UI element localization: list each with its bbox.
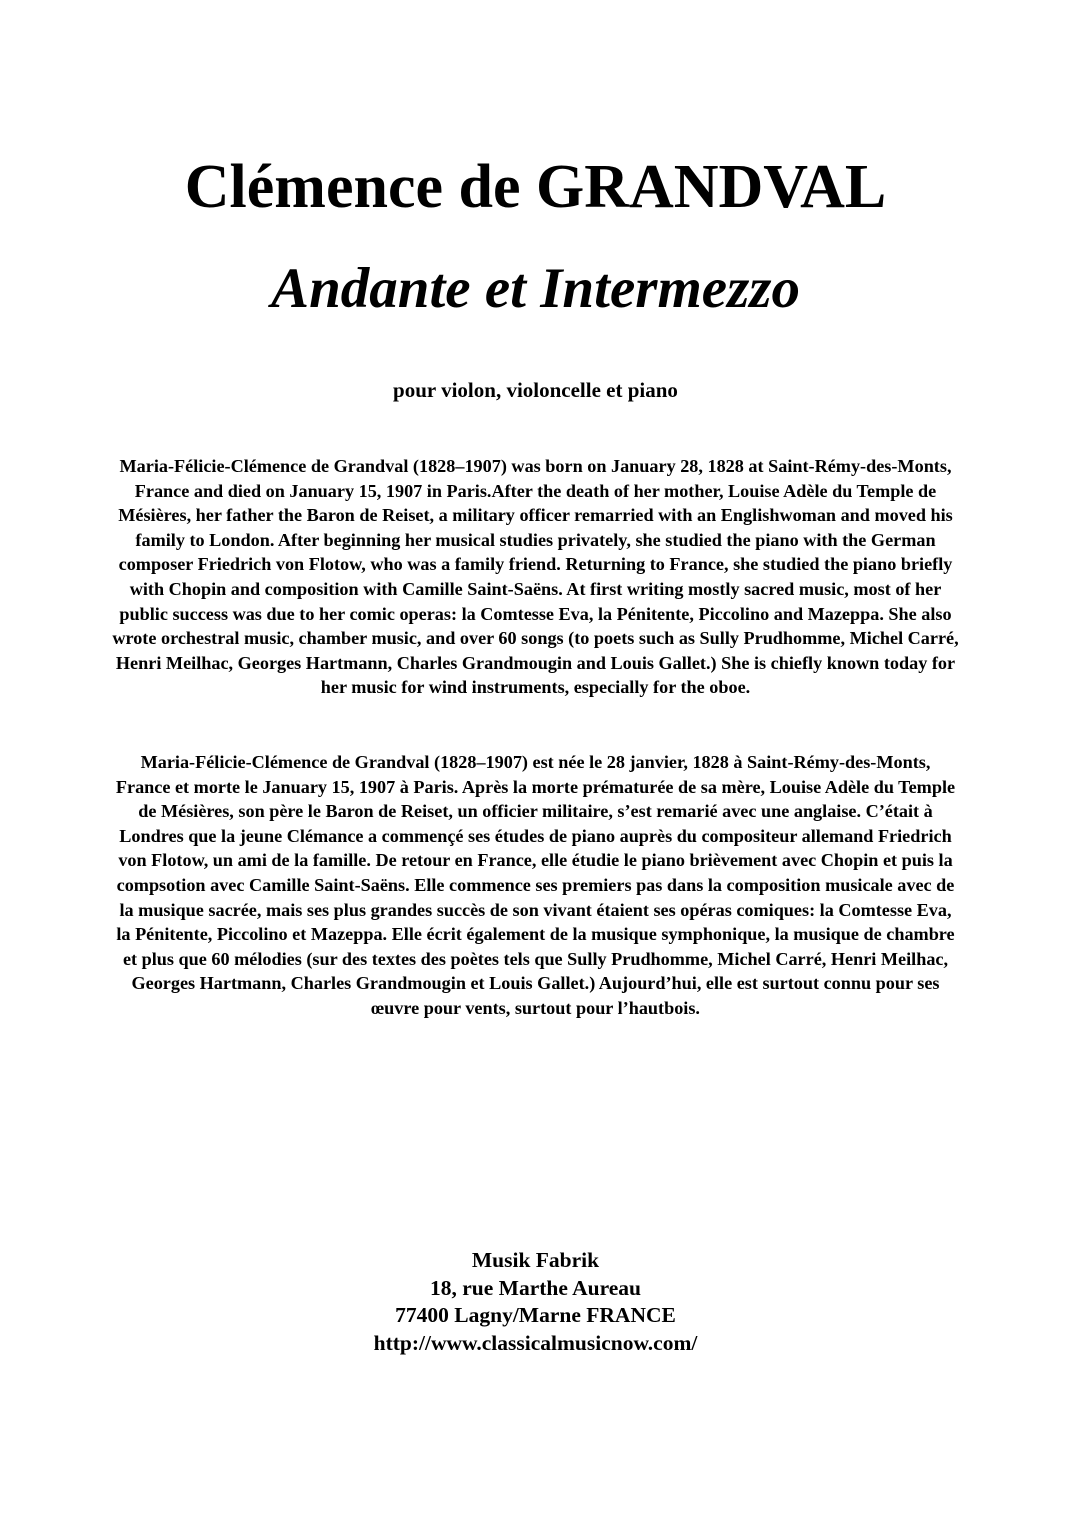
biography-french: Maria-Félicie-Clémence de Grandval (1828–1907) est née le 28 janvier, 1828 à Saint-Rémy-des-Monts, France et morte le January 15, 1907 à Paris. Après la morte prématurée de sa mère, Louise Adèle du Temple de Mésières, son père le Baron de Reiset, un officier militaire, s’est remarié avec une anglaise. C’était à Londres que la jeune Clémance a commençé ses études de piano auprès du compositeur allemand Friedrich von Flotow, un ami de la famille. De retour en France, elle étudie le piano brièvement avec Chopin et puis la compsotion avec Camille Saint-Saëns. Elle commence ses premiers pas dans la composition musicale avec de la musique sacrée, mais ses plus grandes succès de son vivant étaient ses opéras comiques: la Comtesse Eva, la Pénitente, Piccolino et Mazeppa. Elle écrit également de la musique symphonique, la musique de chambre et plus que 60 mélodies (sur des textes des poètes tels que Sully Prudhomme, Michel Carré, Henri Meilhac, Georges Hartmann, Charles Grandmougin et Louis Gallet.) Aujourd’hui, elle est surtout connu pour ses œuvre pour vents, surtout pour l’hautbois. <box>115 752 956 1018</box>
publisher-city: 77400 Lagny/Marne FRANCE <box>395 1303 676 1327</box>
publisher-street: 18, rue Marthe Aureau <box>430 1275 641 1300</box>
work-title: Andante et Intermezzo <box>271 257 800 320</box>
publisher-block <box>0 1247 1071 1357</box>
biography-english: Maria-Félicie-Clémence de Grandval (1828–1907) was born on January 28, 1828 at Saint-Rémy-des-Monts, France and died on January 15, 1907 in Paris.After the death of her mother, Louise Adèle du Temple de Mésières, her father the Baron de Reiset, a military officer remarried with an Englishwoman and moved his family to London. After beginning her musical studies privately, she studied the piano with the German composer Friedrich von Flotow, who was a family friend. Returning to France, she studied the piano briefly with Chopin and composition with Camille Saint-Saëns. At first writing mostly sacred music, most of her public success was due to her comic operas: la Comtesse Eva, la Pénitente, Piccolino and Mazeppa. She also wrote orchestral music, chamber music, and over 60 songs (to poets such as Sully Prudhomme, Michel Carré, Henri Meilhac, Georges Hartmann, Charles Grandmougin and Louis Gallet.) She is chiefly known today for her music for wind instruments, especially for the oboe. <box>112 456 959 698</box>
instrumentation: pour violon, violoncelle et piano <box>393 378 678 402</box>
composer-name: Clémence de GRANDVAL <box>184 153 887 221</box>
publisher-name: Musik Fabrik <box>471 1248 600 1272</box>
publisher-url: http://www.classicalmusicnow.com/ <box>373 1330 698 1355</box>
